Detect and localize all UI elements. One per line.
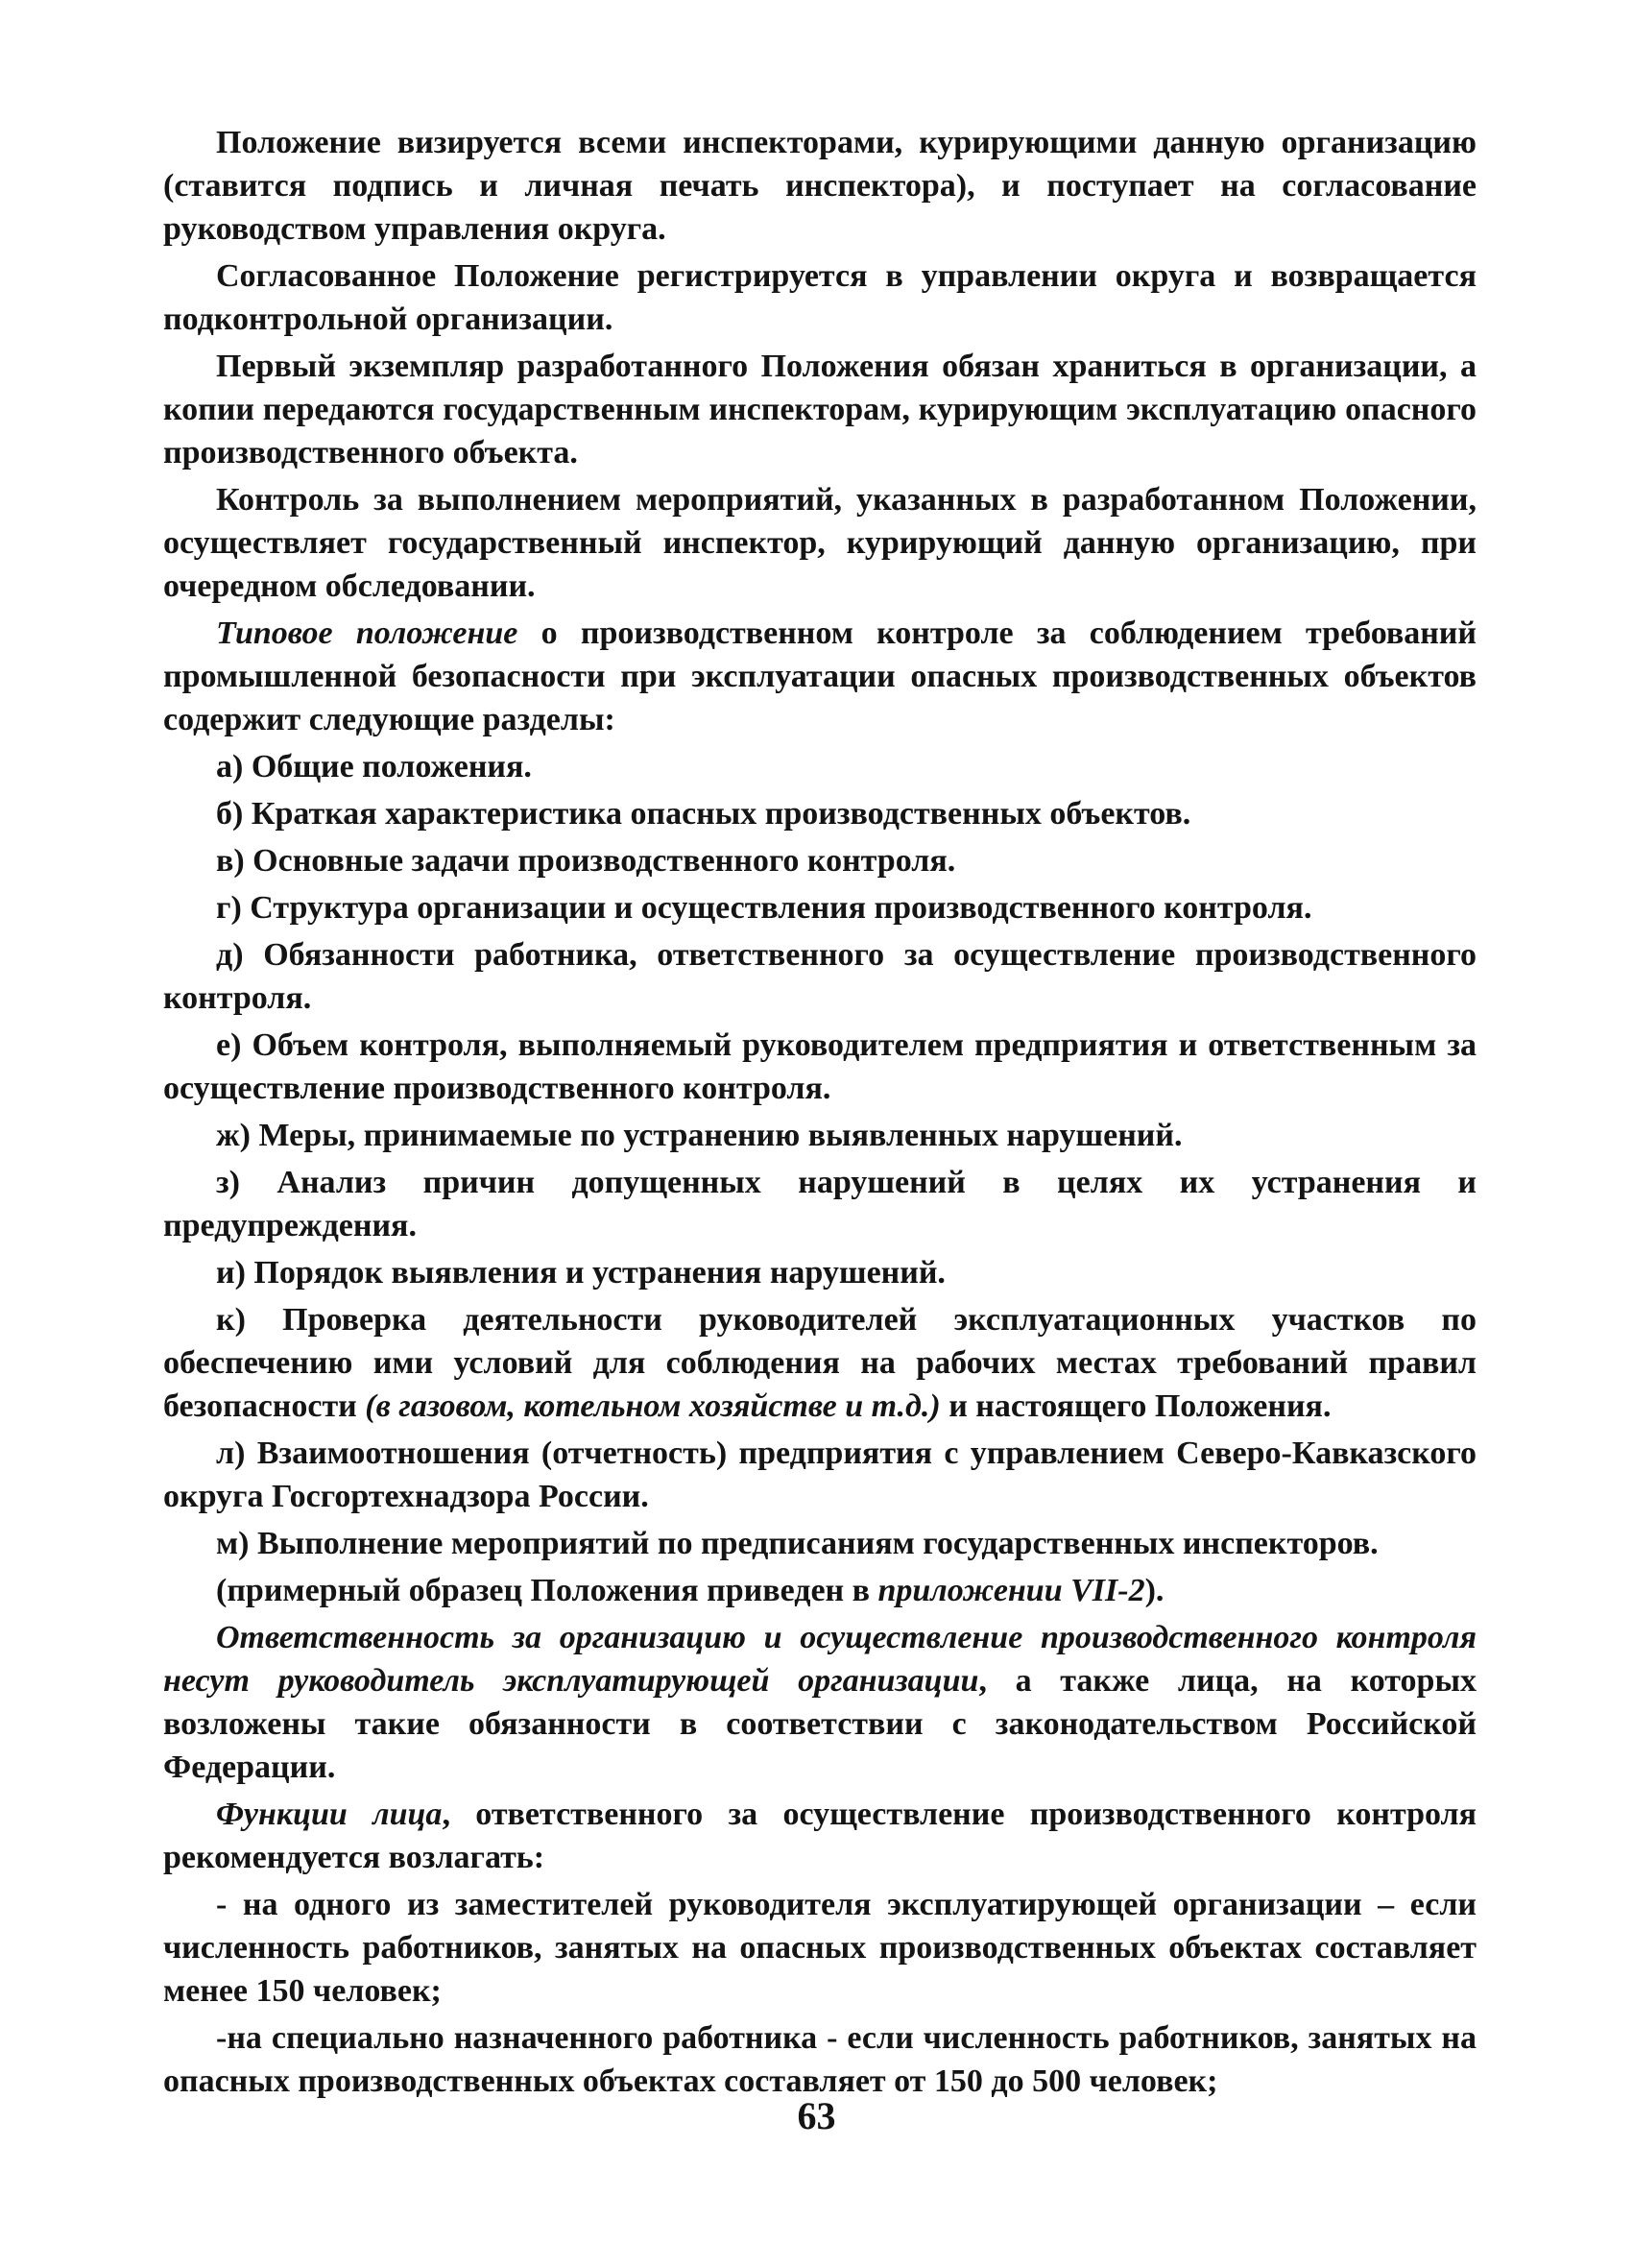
section-item-m: м) Выполнение мероприятий по предписаниям государственных инспекторов. <box>216 1526 1379 1561</box>
sample-note-start: (примерный образец Положения приведен в <box>216 1573 878 1608</box>
bullet-item: - на одного из заместителей руководителя эксплуатирующей организации – если численность работников, занятых на опасных производственных объектах составляет менее 150 человек; <box>163 1887 1477 2009</box>
sample-note <box>163 1569 1477 1612</box>
responsibility-emphasis: Ответственность за организацию и осуществление производственного контроля несут руководитель эксплуатирующей организации <box>163 1620 1477 1699</box>
paragraph-responsibility <box>163 1616 1477 1789</box>
typical-regulation-term: Типовое положение <box>216 615 518 651</box>
paragraph-typical-regulation <box>163 612 1477 741</box>
section-item-e: е) Объем контроля, выполняемый руководителем предприятия и ответственным за осуществление производственного контроля. <box>163 1027 1477 1106</box>
functions-emphasis: Функции лица <box>216 1797 443 1832</box>
document-page <box>163 121 1477 2107</box>
typical-regulation-text: о производственном контроле за соблюдением требований промышленной безопасности при эксплуатации опасных производственных объектов содержит следующие разделы: <box>163 615 1477 737</box>
section-item-d: д) Обязанности работника, ответственного за осуществление производственного контроля. <box>163 937 1477 1016</box>
section-item-i: и) Порядок выявления и устранения нарушений. <box>216 1255 946 1291</box>
section-item-k <box>163 1298 1477 1428</box>
section-item-v: в) Основные задачи производственного контроля. <box>216 843 956 879</box>
paragraph-control: Контроль за выполнением мероприятий, указанных в разработанном Положении, осуществляет государственный инспектор, курирующий данную организацию, при очередном обследовании. <box>163 482 1477 604</box>
sample-note-end: ). <box>1144 1573 1165 1608</box>
functions-text: , ответственного за осуществление производственного контроля рекомендуется возлагать: <box>163 1797 1477 1875</box>
section-item-a: а) Общие положения. <box>216 749 532 784</box>
paragraph-registration: Согласованное Положение регистрируется в управлении округа и возвращается подконтрольной организации. <box>163 258 1477 337</box>
item-k-emphasis: (в газовом, котельном хозяйстве и т.д.) <box>365 1388 941 1424</box>
section-item-g: г) Структура организации и осуществления производственного контроля. <box>216 890 1312 926</box>
section-item-l: л) Взаимоотношения (отчетность) предприятия с управлением Северо-Кавказского округа Госгортехнадзора России. <box>163 1436 1477 1514</box>
bullet-item: -на специально назначенного работника - если численность работников, занятых на опасных производственных объектах составляет от 150 до 500 человек; <box>163 2020 1477 2099</box>
sample-note-appendix: приложении VII-2 <box>877 1573 1145 1608</box>
item-k-end: и настоящего Положения. <box>940 1388 1332 1424</box>
section-item-z: з) Анализ причин допущенных нарушений в целях их устранения и предупреждения. <box>163 1165 1477 1243</box>
section-item-zh: ж) Меры, принимаемые по устранению выявленных нарушений. <box>216 1118 1183 1153</box>
paragraph-copies: Первый экземпляр разработанного Положения обязан храниться в организации, а копии передаются государственным инспекторам, курирующим эксплуатацию опасного производственного объекта. <box>163 349 1477 470</box>
page-number: 63 <box>797 2094 836 2137</box>
paragraph-approval: Положение визируется всеми инспекторами, курирующими данную организацию (ставится подпись и личная печать инспектора), и поступает на согласование руководством управления округа. <box>163 125 1477 247</box>
responsibility-text: , а также лица, на которых возложены такие обязанности в соответствии с законодательством Российской Федерации. <box>163 1663 1477 1785</box>
paragraph-functions <box>163 1793 1477 1879</box>
item-k-start: к) Проверка деятельности руководителей эксплуатационных участков по обеспечению ими условий для соблюдения на рабочих местах требований правил безопасности <box>163 1302 1477 1424</box>
section-item-b: б) Краткая характеристика опасных производственных объектов. <box>216 796 1191 832</box>
